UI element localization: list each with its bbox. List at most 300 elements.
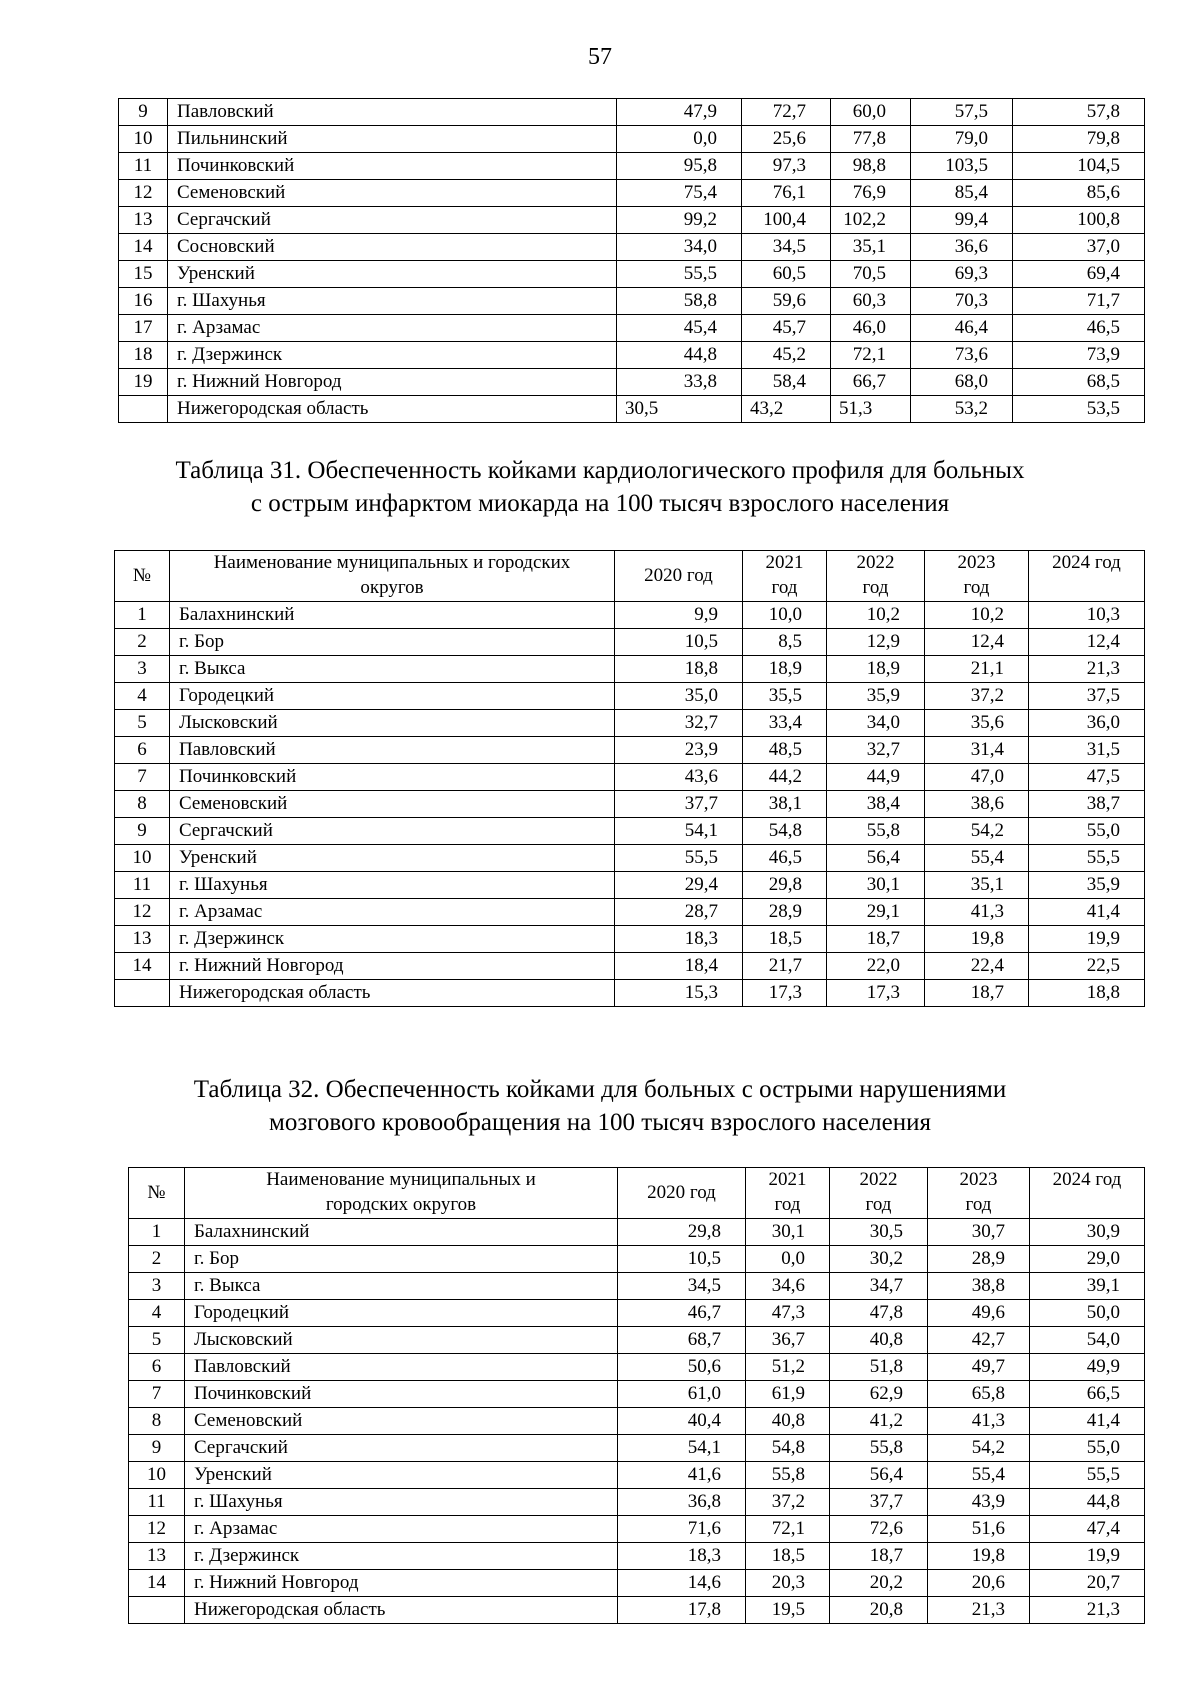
value-cell: 97,3	[742, 153, 831, 180]
table-continuation	[118, 98, 1145, 423]
table-row	[129, 1489, 1145, 1516]
value-cell: 18,7	[827, 926, 925, 953]
district-name-cell: Семеновский	[168, 180, 617, 207]
header-year-suffix: год	[865, 1194, 892, 1215]
table-row	[119, 234, 1145, 261]
value-cell: 34,5	[618, 1273, 746, 1300]
value-cell: 33,8	[617, 369, 742, 396]
table-row	[129, 1327, 1145, 1354]
value-cell: 47,9	[617, 99, 742, 126]
header-2022	[827, 551, 925, 602]
table-row	[129, 1570, 1145, 1597]
value-cell: 46,4	[911, 315, 1013, 342]
value-cell: 43,6	[615, 764, 743, 791]
value-cell: 18,9	[827, 656, 925, 683]
value-cell: 55,5	[615, 845, 743, 872]
row-number-cell: 5	[115, 710, 170, 737]
district-name-cell: г. Арзамас	[185, 1516, 618, 1543]
value-cell: 29,0	[1030, 1246, 1145, 1273]
value-cell: 100,4	[742, 207, 831, 234]
value-cell: 41,4	[1029, 899, 1145, 926]
header-year: 2021	[768, 1169, 807, 1190]
value-cell: 76,1	[742, 180, 831, 207]
header-year: 2022	[859, 1169, 898, 1190]
value-cell: 37,2	[925, 683, 1029, 710]
table-row	[115, 872, 1145, 899]
value-cell: 10,2	[925, 602, 1029, 629]
value-cell: 60,3	[831, 288, 911, 315]
value-cell: 68,7	[618, 1327, 746, 1354]
value-cell: 35,1	[831, 234, 911, 261]
district-name-cell: Сергачский	[185, 1435, 618, 1462]
value-cell: 69,3	[911, 261, 1013, 288]
district-name-cell: Лысковский	[185, 1327, 618, 1354]
district-name-cell: Городецкий	[170, 683, 615, 710]
district-name-cell: Уренский	[168, 261, 617, 288]
row-number-cell: 11	[129, 1489, 185, 1516]
header-name	[170, 551, 615, 602]
row-number-cell: 14	[115, 953, 170, 980]
value-cell: 15,3	[615, 980, 743, 1007]
row-number-cell: 13	[115, 926, 170, 953]
row-number-cell: 8	[129, 1408, 185, 1435]
table32	[128, 1167, 1145, 1624]
value-cell: 30,1	[827, 872, 925, 899]
row-number-cell: 18	[119, 342, 168, 369]
value-cell: 73,9	[1013, 342, 1145, 369]
value-cell: 73,6	[911, 342, 1013, 369]
table-row	[115, 791, 1145, 818]
value-cell: 37,0	[1013, 234, 1145, 261]
value-cell: 41,3	[928, 1408, 1030, 1435]
value-cell: 17,8	[618, 1597, 746, 1624]
value-cell: 30,5	[617, 396, 742, 423]
district-name-cell: г. Нижний Новгород	[170, 953, 615, 980]
value-cell: 47,8	[830, 1300, 928, 1327]
row-number-cell: 11	[119, 153, 168, 180]
row-number-cell: 6	[129, 1354, 185, 1381]
value-cell: 18,3	[618, 1543, 746, 1570]
value-cell: 77,8	[831, 126, 911, 153]
header-2024: 2024 год	[1030, 1168, 1145, 1219]
district-name-cell: г. Дзержинск	[168, 342, 617, 369]
value-cell: 72,7	[742, 99, 831, 126]
table-total-row	[115, 980, 1145, 1007]
value-cell: 76,9	[831, 180, 911, 207]
table-row	[115, 629, 1145, 656]
header-2021	[743, 551, 827, 602]
header-2023	[928, 1168, 1030, 1219]
value-cell: 99,4	[911, 207, 1013, 234]
row-number-cell: 6	[115, 737, 170, 764]
value-cell: 45,7	[742, 315, 831, 342]
district-name-cell: Уренский	[185, 1462, 618, 1489]
row-number-cell: 7	[115, 764, 170, 791]
value-cell: 30,1	[746, 1219, 830, 1246]
value-cell: 35,1	[925, 872, 1029, 899]
table-total-row	[129, 1597, 1145, 1624]
value-cell: 25,6	[742, 126, 831, 153]
value-cell: 50,6	[618, 1354, 746, 1381]
district-name-cell: Павловский	[185, 1354, 618, 1381]
table-row	[129, 1300, 1145, 1327]
row-number-cell: 13	[129, 1543, 185, 1570]
table-row	[129, 1435, 1145, 1462]
value-cell: 10,3	[1029, 602, 1145, 629]
table-row	[129, 1516, 1145, 1543]
row-number-cell: 2	[129, 1246, 185, 1273]
district-name-cell: Балахнинский	[185, 1219, 618, 1246]
value-cell: 46,7	[618, 1300, 746, 1327]
row-number-cell: 1	[129, 1219, 185, 1246]
value-cell: 50,0	[1030, 1300, 1145, 1327]
value-cell: 20,8	[830, 1597, 928, 1624]
value-cell: 0,0	[746, 1246, 830, 1273]
district-name-cell: Павловский	[168, 99, 617, 126]
value-cell: 85,6	[1013, 180, 1145, 207]
value-cell: 40,8	[746, 1408, 830, 1435]
value-cell: 19,9	[1030, 1543, 1145, 1570]
table-body	[119, 99, 1145, 423]
row-number-cell: 19	[119, 369, 168, 396]
table-row	[119, 180, 1145, 207]
district-name-cell: г. Дзержинск	[185, 1543, 618, 1570]
value-cell: 9,9	[615, 602, 743, 629]
value-cell: 18,8	[1029, 980, 1145, 1007]
value-cell: 32,7	[615, 710, 743, 737]
value-cell: 14,6	[618, 1570, 746, 1597]
header-year-suffix: год	[774, 1194, 801, 1215]
value-cell: 38,4	[827, 791, 925, 818]
value-cell: 55,5	[1030, 1462, 1145, 1489]
value-cell: 35,6	[925, 710, 1029, 737]
table-row	[115, 656, 1145, 683]
district-name-cell: г. Выкса	[170, 656, 615, 683]
value-cell: 41,6	[618, 1462, 746, 1489]
value-cell: 44,9	[827, 764, 925, 791]
value-cell: 35,9	[827, 683, 925, 710]
value-cell: 12,4	[1029, 629, 1145, 656]
value-cell: 31,5	[1029, 737, 1145, 764]
value-cell: 20,3	[746, 1570, 830, 1597]
value-cell: 40,4	[618, 1408, 746, 1435]
value-cell: 28,9	[928, 1246, 1030, 1273]
value-cell: 21,1	[925, 656, 1029, 683]
district-name-cell: Нижегородская область	[170, 980, 615, 1007]
value-cell: 19,5	[746, 1597, 830, 1624]
value-cell: 72,1	[831, 342, 911, 369]
row-number-cell: 4	[129, 1300, 185, 1327]
district-name-cell: г. Шахунья	[185, 1489, 618, 1516]
header-2022	[830, 1168, 928, 1219]
caption-line: с острым инфарктом миокарда на 100 тысяч взрослого населения	[250, 490, 950, 517]
row-number-cell: 9	[115, 818, 170, 845]
value-cell: 60,5	[742, 261, 831, 288]
row-number-cell: 8	[115, 791, 170, 818]
table-header-row	[115, 551, 1145, 602]
row-number-cell: 14	[129, 1570, 185, 1597]
value-cell: 18,5	[743, 926, 827, 953]
table-total-row	[119, 396, 1145, 423]
value-cell: 57,5	[911, 99, 1013, 126]
value-cell: 47,4	[1030, 1516, 1145, 1543]
value-cell: 54,1	[615, 818, 743, 845]
value-cell: 33,4	[743, 710, 827, 737]
value-cell: 34,0	[617, 234, 742, 261]
row-number-cell: 7	[129, 1381, 185, 1408]
value-cell: 30,5	[830, 1219, 928, 1246]
district-name-cell: Балахнинский	[170, 602, 615, 629]
value-cell: 66,5	[1030, 1381, 1145, 1408]
table31	[114, 550, 1145, 1007]
value-cell: 43,2	[742, 396, 831, 423]
value-cell: 37,7	[830, 1489, 928, 1516]
value-cell: 103,5	[911, 153, 1013, 180]
value-cell: 38,6	[925, 791, 1029, 818]
value-cell: 36,0	[1029, 710, 1145, 737]
table-row	[119, 207, 1145, 234]
value-cell: 79,8	[1013, 126, 1145, 153]
header-2020: 2020 год	[615, 551, 743, 602]
district-name-cell: Уренский	[170, 845, 615, 872]
value-cell: 70,3	[911, 288, 1013, 315]
table-row	[115, 818, 1145, 845]
value-cell: 18,5	[746, 1543, 830, 1570]
table-row	[115, 845, 1145, 872]
value-cell: 60,0	[831, 99, 911, 126]
value-cell: 48,5	[743, 737, 827, 764]
value-cell: 18,8	[615, 656, 743, 683]
value-cell: 56,4	[830, 1462, 928, 1489]
value-cell: 18,7	[925, 980, 1029, 1007]
value-cell: 55,4	[925, 845, 1029, 872]
value-cell: 65,8	[928, 1381, 1030, 1408]
table-row	[115, 737, 1145, 764]
row-number-cell: 11	[115, 872, 170, 899]
table-body	[115, 602, 1145, 1007]
district-name-cell: г. Выкса	[185, 1273, 618, 1300]
row-number-cell: 4	[115, 683, 170, 710]
value-cell: 47,5	[1029, 764, 1145, 791]
header-name-line: Наименование муниципальных и	[266, 1169, 536, 1190]
value-cell: 34,6	[746, 1273, 830, 1300]
value-cell: 72,1	[746, 1516, 830, 1543]
value-cell: 100,8	[1013, 207, 1145, 234]
header-2020: 2020 год	[618, 1168, 746, 1219]
value-cell: 62,9	[830, 1381, 928, 1408]
value-cell: 20,6	[928, 1570, 1030, 1597]
value-cell: 34,0	[827, 710, 925, 737]
value-cell: 57,8	[1013, 99, 1145, 126]
caption-line: Таблица 32. Обеспеченность койками для больных с острыми нарушениями	[193, 1076, 1007, 1103]
district-name-cell: г. Арзамас	[170, 899, 615, 926]
row-number-cell: 12	[119, 180, 168, 207]
value-cell: 36,7	[746, 1327, 830, 1354]
value-cell: 54,0	[1030, 1327, 1145, 1354]
value-cell: 55,4	[928, 1462, 1030, 1489]
district-name-cell: Нижегородская область	[185, 1597, 618, 1624]
row-number-cell: 15	[119, 261, 168, 288]
header-year-suffix: год	[963, 577, 990, 598]
value-cell: 55,8	[830, 1435, 928, 1462]
value-cell: 44,2	[743, 764, 827, 791]
row-number-cell: 10	[129, 1462, 185, 1489]
table-row	[129, 1381, 1145, 1408]
table-row	[115, 953, 1145, 980]
value-cell: 10,2	[827, 602, 925, 629]
value-cell: 21,7	[743, 953, 827, 980]
value-cell: 32,7	[827, 737, 925, 764]
value-cell: 79,0	[911, 126, 1013, 153]
value-cell: 39,1	[1030, 1273, 1145, 1300]
table-row	[115, 899, 1145, 926]
header-name-line: Наименование муниципальных и городских	[213, 552, 571, 573]
table32-caption	[0, 1073, 1200, 1139]
value-cell: 35,5	[743, 683, 827, 710]
value-cell: 54,2	[928, 1435, 1030, 1462]
district-name-cell: Семеновский	[185, 1408, 618, 1435]
value-cell: 29,8	[618, 1219, 746, 1246]
table-row	[129, 1543, 1145, 1570]
district-name-cell: г. Шахунья	[168, 288, 617, 315]
value-cell: 102,2	[831, 207, 911, 234]
value-cell: 46,0	[831, 315, 911, 342]
value-cell: 19,8	[925, 926, 1029, 953]
header-num: №	[115, 551, 170, 602]
value-cell: 53,5	[1013, 396, 1145, 423]
value-cell: 0,0	[617, 126, 742, 153]
value-cell: 37,5	[1029, 683, 1145, 710]
table-row	[129, 1354, 1145, 1381]
header-name-line: городских округов	[325, 1194, 477, 1215]
value-cell: 8,5	[743, 629, 827, 656]
value-cell: 55,8	[827, 818, 925, 845]
value-cell: 69,4	[1013, 261, 1145, 288]
table-row	[115, 764, 1145, 791]
value-cell: 18,7	[830, 1543, 928, 1570]
value-cell: 22,4	[925, 953, 1029, 980]
district-name-cell: Сергачский	[168, 207, 617, 234]
row-number-cell: 14	[119, 234, 168, 261]
district-name-cell: г. Бор	[185, 1246, 618, 1273]
header-year-suffix: год	[771, 577, 798, 598]
value-cell: 10,5	[618, 1246, 746, 1273]
value-cell: 35,9	[1029, 872, 1145, 899]
value-cell: 22,5	[1029, 953, 1145, 980]
table-row	[129, 1246, 1145, 1273]
district-name-cell: Нижегородская область	[168, 396, 617, 423]
table-header-row	[129, 1168, 1145, 1219]
value-cell: 41,2	[830, 1408, 928, 1435]
value-cell: 71,6	[618, 1516, 746, 1543]
value-cell: 58,4	[742, 369, 831, 396]
table-row	[119, 315, 1145, 342]
value-cell: 17,3	[827, 980, 925, 1007]
value-cell: 30,7	[928, 1219, 1030, 1246]
value-cell: 19,9	[1029, 926, 1145, 953]
header-year-suffix: год	[862, 577, 889, 598]
value-cell: 55,8	[746, 1462, 830, 1489]
header-year-suffix: год	[965, 1194, 992, 1215]
value-cell: 61,9	[746, 1381, 830, 1408]
table-row	[129, 1408, 1145, 1435]
row-number-cell	[129, 1597, 185, 1624]
header-year: 2023	[959, 1169, 998, 1190]
value-cell: 41,3	[925, 899, 1029, 926]
value-cell: 40,8	[830, 1327, 928, 1354]
value-cell: 22,0	[827, 953, 925, 980]
value-cell: 46,5	[743, 845, 827, 872]
row-number-cell: 12	[129, 1516, 185, 1543]
table-row	[119, 288, 1145, 315]
value-cell: 28,7	[615, 899, 743, 926]
page-number: 57	[588, 44, 612, 70]
value-cell: 41,4	[1030, 1408, 1145, 1435]
value-cell: 45,2	[742, 342, 831, 369]
row-number-cell: 16	[119, 288, 168, 315]
header-2024: 2024 год	[1029, 551, 1145, 602]
header-2023	[925, 551, 1029, 602]
value-cell: 104,5	[1013, 153, 1145, 180]
row-number-cell	[115, 980, 170, 1007]
value-cell: 10,5	[615, 629, 743, 656]
value-cell: 35,0	[615, 683, 743, 710]
value-cell: 29,8	[743, 872, 827, 899]
district-name-cell: Павловский	[170, 737, 615, 764]
value-cell: 95,8	[617, 153, 742, 180]
value-cell: 21,3	[928, 1597, 1030, 1624]
district-name-cell: г. Шахунья	[170, 872, 615, 899]
value-cell: 29,1	[827, 899, 925, 926]
value-cell: 68,5	[1013, 369, 1145, 396]
value-cell: 75,4	[617, 180, 742, 207]
value-cell: 61,0	[618, 1381, 746, 1408]
caption-line: мозгового кровообращения на 100 тысяч взрослого населения	[269, 1109, 931, 1136]
row-number-cell: 10	[115, 845, 170, 872]
row-number-cell: 1	[115, 602, 170, 629]
row-number-cell: 3	[129, 1273, 185, 1300]
value-cell: 17,3	[743, 980, 827, 1007]
value-cell: 98,8	[831, 153, 911, 180]
table-body	[129, 1219, 1145, 1624]
table-row	[119, 126, 1145, 153]
table-row	[129, 1462, 1145, 1489]
value-cell: 38,7	[1029, 791, 1145, 818]
value-cell: 18,4	[615, 953, 743, 980]
district-name-cell: г. Бор	[170, 629, 615, 656]
row-number-cell: 12	[115, 899, 170, 926]
header-year: 2023	[957, 552, 996, 573]
value-cell: 18,9	[743, 656, 827, 683]
header-name	[185, 1168, 618, 1219]
value-cell: 72,6	[830, 1516, 928, 1543]
value-cell: 18,3	[615, 926, 743, 953]
value-cell: 51,6	[928, 1516, 1030, 1543]
value-cell: 51,3	[831, 396, 911, 423]
value-cell: 51,2	[746, 1354, 830, 1381]
value-cell: 38,1	[743, 791, 827, 818]
value-cell: 54,1	[618, 1435, 746, 1462]
value-cell: 21,3	[1029, 656, 1145, 683]
row-number-cell: 13	[119, 207, 168, 234]
value-cell: 46,5	[1013, 315, 1145, 342]
value-cell: 49,9	[1030, 1354, 1145, 1381]
table-row	[129, 1219, 1145, 1246]
row-number-cell: 9	[119, 99, 168, 126]
district-name-cell: Пильнинский	[168, 126, 617, 153]
header-year: 2021	[765, 552, 804, 573]
value-cell: 51,8	[830, 1354, 928, 1381]
